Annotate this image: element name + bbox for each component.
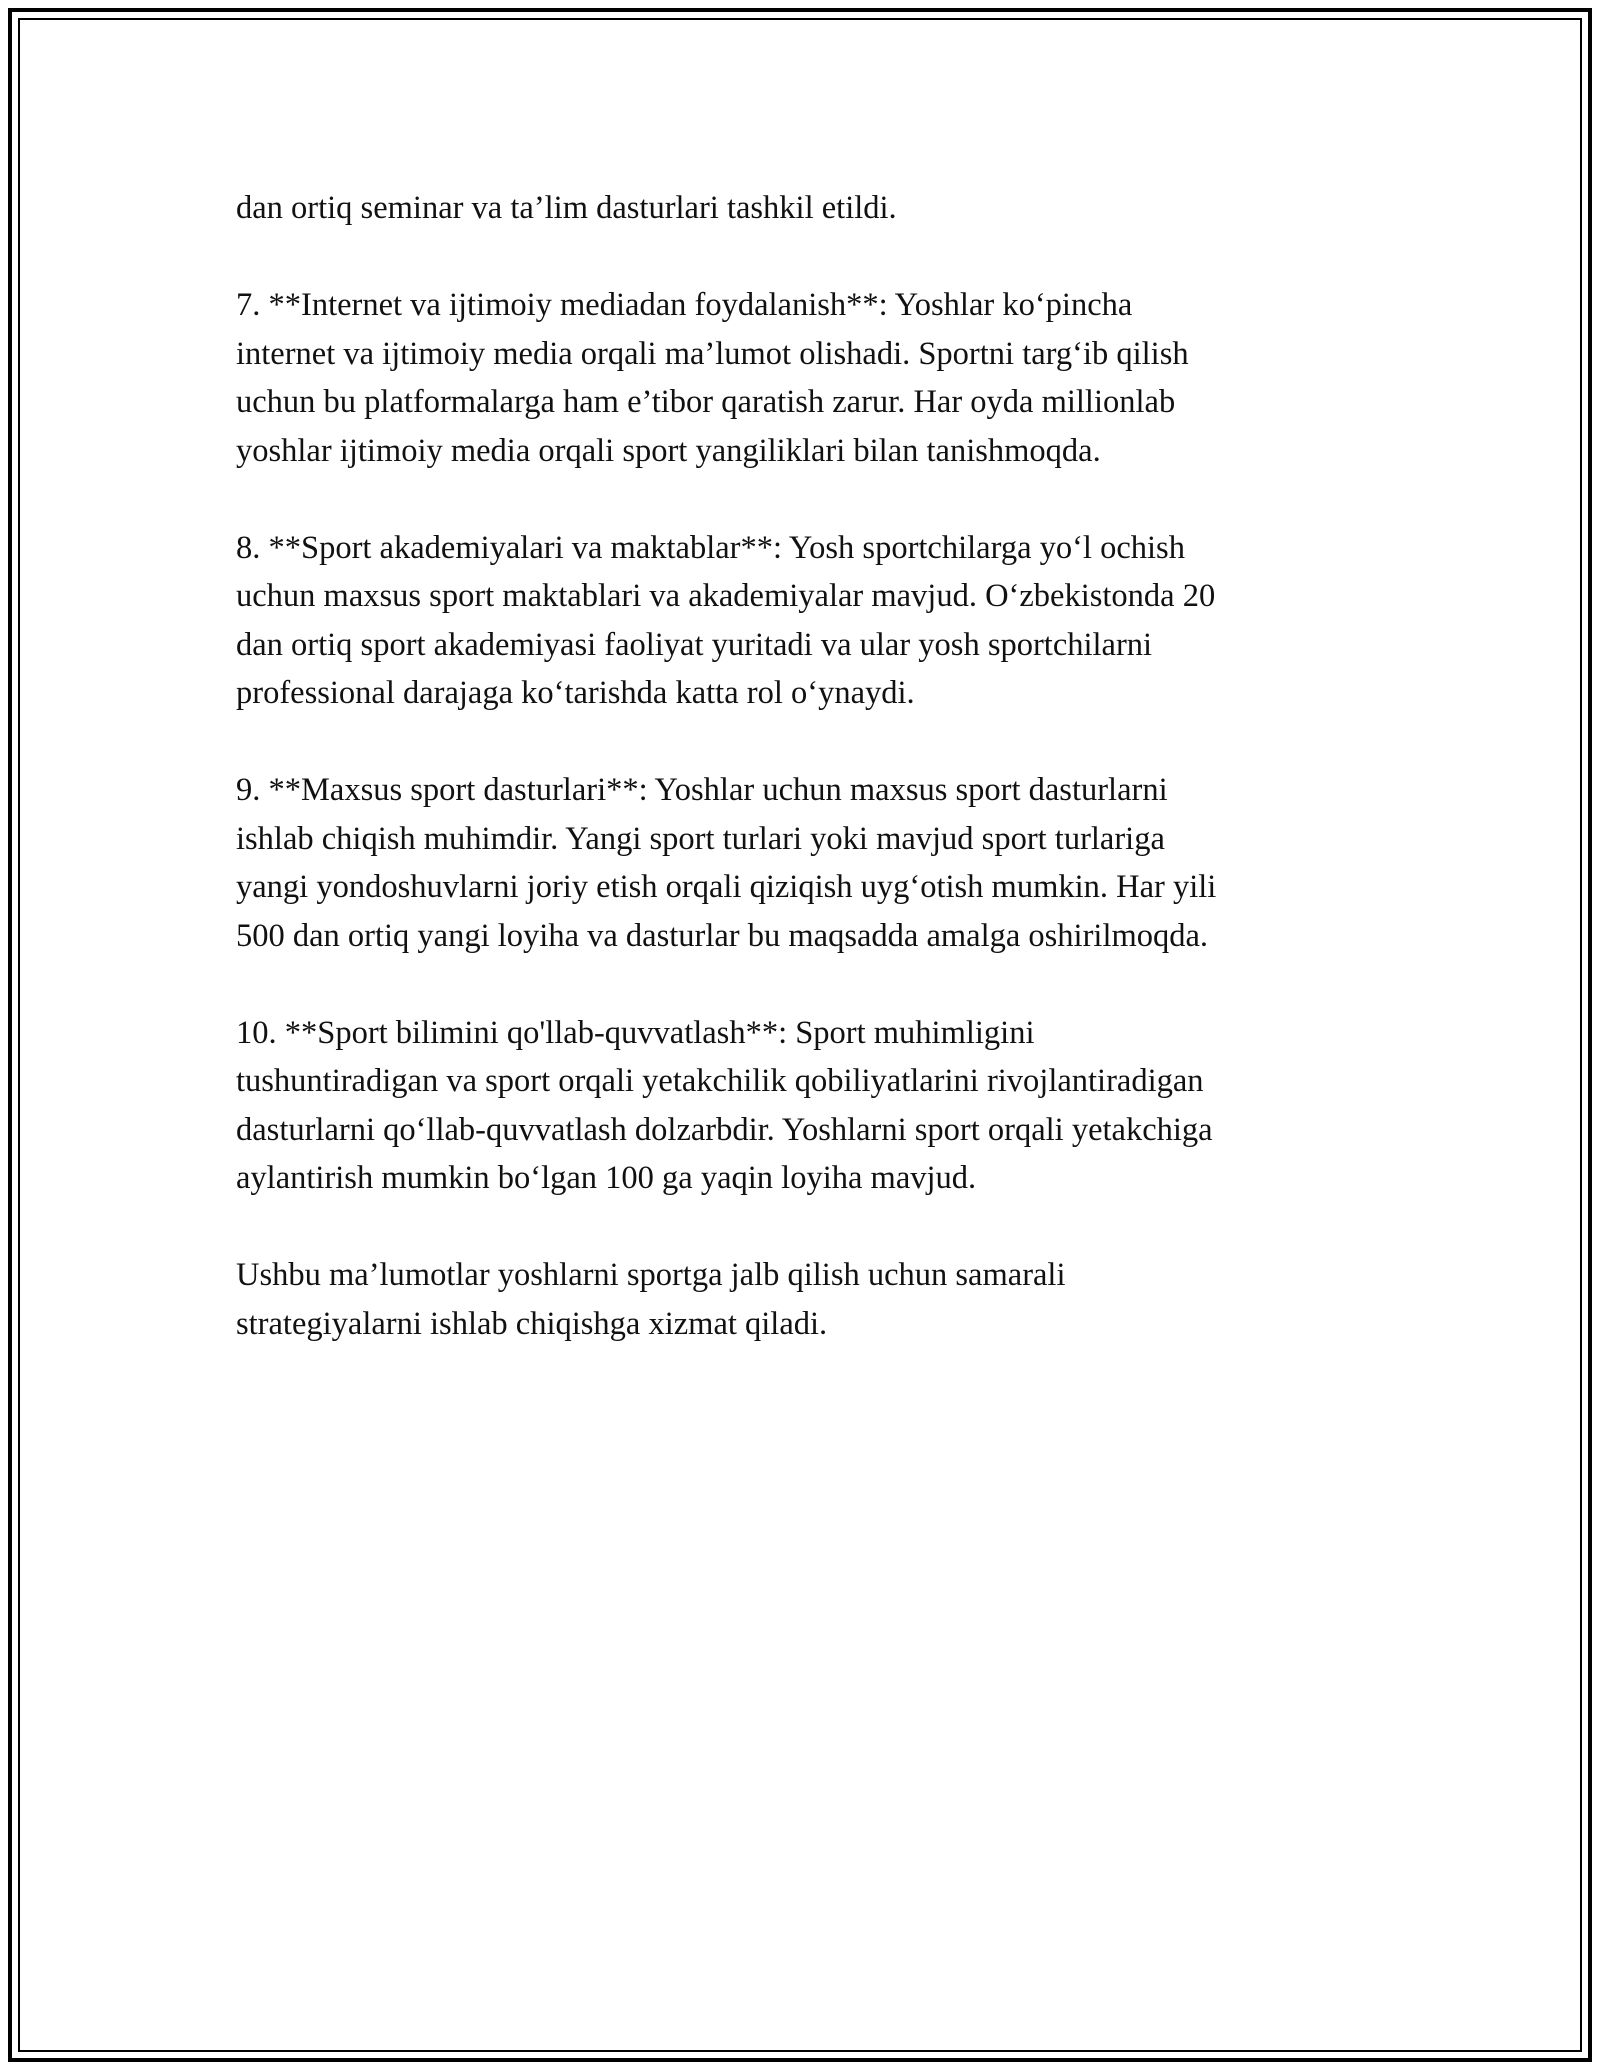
document-body (236, 184, 1356, 1397)
paragraph-continuation: dan ortiq seminar va ta’lim dasturlari tashkil etildi. (236, 190, 897, 226)
paragraph-item-7: 7. **Internet va ijtimoiy mediadan foydalanish**: Yoshlar ko‘pincha internet va ijtimoiy media orqali ma’lumot olishadi. Sportni targ‘ib qilish uchun bu platformalarga ham e’tibor qaratish zarur. Har oyda millionlab yoshlar ijtimoiy media orqali sport yangiliklari bilan tanishmoqda. (236, 287, 1189, 469)
paragraph-conclusion: Ushbu ma’lumotlar yoshlarni sportga jalb qilish uchun samarali strategiyalarni ishlab chiqishga xizmat qiladi. (236, 1257, 1066, 1342)
paragraph-item-9: 9. **Maxsus sport dasturlari**: Yoshlar uchun maxsus sport dasturlarni ishlab chiqish muhimdir. Yangi sport turlari yoki mavjud sport turlariga yangi yondoshuvlarni joriy etish orqali qiziqish uyg‘otish mumkin. Har yili 500 dan ortiq yangi loyiha va dasturlar bu maqsadda amalga oshirilmoqda. (236, 772, 1217, 954)
paragraph-item-8: 8. **Sport akademiyalari va maktablar**: Yosh sportchilarga yo‘l ochish uchun maxsus sport maktablari va akademiyalar mavjud. O‘zbekistonda 20 dan ortiq sport akademiyasi faoliyat yuritadi va ular yosh sportchilarni professional darajaga ko‘tarishda katta rol o‘ynaydi. (236, 529, 1216, 711)
paragraph-item-10: 10. **Sport bilimini qo'llab-quvvatlash**: Sport muhimligini tushuntiradigan va sport orqali yetakchilik qobiliyatlarini rivojlantiradigan dasturlarni qo‘llab-quvvatlash dolzarbdir. Yoshlarni sport orqali yetakchiga aylantirish mumkin bo‘lgan 100 ga yaqin loyiha mavjud. (236, 1014, 1213, 1196)
